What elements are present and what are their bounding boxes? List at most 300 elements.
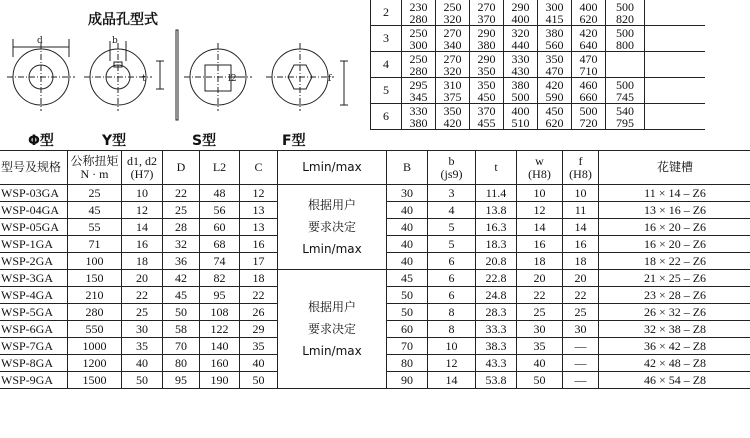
upper-value-bottom: 380 bbox=[477, 37, 496, 52]
table-cell: 30 bbox=[517, 321, 563, 338]
col-lminmax: Lmin/max bbox=[278, 151, 387, 185]
upper-value-pair bbox=[572, 78, 606, 104]
table-cell: 150 bbox=[68, 270, 122, 287]
shape-label-phi: Φ型 bbox=[28, 133, 54, 149]
table-cell: 32 bbox=[163, 236, 200, 253]
table-cell: 20.8 bbox=[476, 253, 517, 270]
table-cell: 74 bbox=[200, 253, 240, 270]
table-cell: 122 bbox=[200, 321, 240, 338]
table-cell: 43.3 bbox=[476, 355, 517, 372]
table-cell: 40 bbox=[387, 219, 428, 236]
upper-value-bottom: 455 bbox=[477, 115, 496, 130]
upper-value-top: 270 bbox=[443, 25, 462, 40]
table-cell: 26 × 32 – Z6 bbox=[599, 304, 750, 321]
table-cell: 10 bbox=[517, 185, 563, 202]
col-B: B bbox=[387, 151, 428, 185]
upper-value-bottom: 370 bbox=[477, 11, 496, 26]
upper-value-top: 370 bbox=[477, 103, 496, 118]
upper-blank-cell bbox=[645, 0, 706, 26]
upper-value-top: 330 bbox=[409, 103, 428, 118]
dim-f: f bbox=[328, 74, 332, 84]
table-cell: 42 bbox=[163, 270, 200, 287]
row-model: WSP-7GA bbox=[0, 338, 68, 355]
upper-value-bottom: 820 bbox=[616, 11, 634, 26]
row-model: WSP-03GA bbox=[0, 185, 68, 202]
table-cell: 70 bbox=[387, 338, 428, 355]
lminmax-note-line: 根据用户 bbox=[307, 198, 356, 212]
dim-d: d bbox=[37, 36, 43, 46]
upper-blank-cell bbox=[645, 52, 706, 78]
table-cell: 13 × 16 – Z6 bbox=[599, 202, 750, 219]
upper-value-pair bbox=[470, 26, 504, 52]
upper-table-row bbox=[371, 104, 706, 130]
table-cell: 45 bbox=[68, 202, 122, 219]
col-D: D bbox=[163, 151, 200, 185]
upper-value-pair bbox=[402, 78, 436, 104]
upper-value-bottom: 320 bbox=[443, 63, 462, 78]
upper-value-pair bbox=[572, 104, 606, 130]
table-cell: 10 bbox=[122, 185, 163, 202]
dim-b: b bbox=[112, 36, 118, 46]
upper-blank-cell bbox=[645, 78, 706, 104]
table-row bbox=[0, 270, 750, 287]
upper-row-number: 4 bbox=[371, 52, 402, 78]
upper-row-number: 5 bbox=[371, 78, 402, 104]
upper-value-top: 300 bbox=[545, 0, 564, 14]
upper-value-pair bbox=[436, 52, 470, 78]
table-cell: 18.3 bbox=[476, 236, 517, 253]
table-cell: 18 bbox=[563, 253, 599, 270]
upper-value-pair bbox=[538, 104, 572, 130]
table-cell: 8 bbox=[428, 321, 476, 338]
table-cell: 90 bbox=[387, 372, 428, 389]
table-cell: 25 bbox=[163, 202, 200, 219]
table-cell: 29 bbox=[240, 321, 278, 338]
lminmax-note-line: 根据用户 bbox=[307, 300, 356, 314]
table-cell: 280 bbox=[68, 304, 122, 321]
lminmax-note-line: Lmin/max bbox=[302, 344, 362, 358]
col-b-label: b bbox=[448, 153, 455, 168]
table-cell: 18 bbox=[517, 253, 563, 270]
table-cell: 25 bbox=[122, 304, 163, 321]
upper-value-top: 290 bbox=[477, 51, 496, 66]
upper-value-bottom: 440 bbox=[511, 37, 530, 52]
upper-value-pair bbox=[572, 26, 606, 52]
col-model: 型号及规格 bbox=[0, 151, 68, 185]
table-cell: 40 bbox=[387, 236, 428, 253]
col-w-tol: (H8) bbox=[528, 166, 551, 181]
upper-value-bottom: 280 bbox=[409, 63, 428, 78]
upper-value-top: 380 bbox=[545, 25, 564, 40]
row-model: WSP-1GA bbox=[0, 236, 68, 253]
row-model: WSP-04GA bbox=[0, 202, 68, 219]
table-cell: 108 bbox=[200, 304, 240, 321]
table-cell: 14 bbox=[563, 219, 599, 236]
table-cell: 18 bbox=[122, 253, 163, 270]
upper-value-bottom: 590 bbox=[545, 89, 564, 104]
upper-value-pair bbox=[606, 52, 645, 78]
upper-value-top: 270 bbox=[443, 51, 462, 66]
col-f-tol: (H8) bbox=[569, 166, 592, 181]
upper-value-bottom: 620 bbox=[579, 11, 598, 26]
table-cell: 40 bbox=[517, 355, 563, 372]
upper-value-bottom: 500 bbox=[511, 89, 530, 104]
table-cell: 40 bbox=[240, 355, 278, 372]
upper-value-bottom: 510 bbox=[511, 115, 530, 130]
table-cell: — bbox=[563, 372, 599, 389]
col-f bbox=[563, 151, 599, 185]
table-cell: 25 bbox=[563, 304, 599, 321]
upper-value-bottom: 660 bbox=[579, 89, 598, 104]
table-cell: 16 × 20 – Z6 bbox=[599, 219, 750, 236]
dim-l2: l2 bbox=[228, 74, 237, 84]
upper-value-top: 250 bbox=[443, 0, 462, 14]
square-bore-diagram bbox=[176, 30, 252, 120]
row-model: WSP-5GA bbox=[0, 304, 68, 321]
table-cell: 6 bbox=[428, 253, 476, 270]
table-cell: 8 bbox=[428, 304, 476, 321]
upper-row-number: 6 bbox=[371, 104, 402, 130]
upper-value-pair bbox=[606, 78, 645, 104]
table-cell: 33.3 bbox=[476, 321, 517, 338]
col-w bbox=[517, 151, 563, 185]
table-cell: 23 × 28 – Z6 bbox=[599, 287, 750, 304]
table-cell: 42 × 48 – Z8 bbox=[599, 355, 750, 372]
table-cell: 60 bbox=[387, 321, 428, 338]
table-cell: 36 bbox=[163, 253, 200, 270]
shape-label-y: Y型 bbox=[102, 133, 127, 149]
table-cell: 55 bbox=[68, 219, 122, 236]
upper-value-pair bbox=[504, 0, 538, 26]
upper-value-pair bbox=[470, 78, 504, 104]
upper-value-bottom: 420 bbox=[443, 115, 462, 130]
table-cell: 12 bbox=[240, 185, 278, 202]
table-cell: 20 bbox=[122, 270, 163, 287]
table-cell: 18 × 22 – Z6 bbox=[599, 253, 750, 270]
table-cell: 11.4 bbox=[476, 185, 517, 202]
upper-value-bottom: 350 bbox=[477, 63, 496, 78]
upper-value-top: 470 bbox=[579, 51, 598, 66]
specification-table bbox=[0, 150, 750, 389]
table-cell: 100 bbox=[68, 253, 122, 270]
table-cell: 36 × 42 – Z8 bbox=[599, 338, 750, 355]
row-model: WSP-05GA bbox=[0, 219, 68, 236]
upper-value-pair bbox=[436, 0, 470, 26]
table-cell: — bbox=[563, 355, 599, 372]
lminmax-note-line: Lmin/max bbox=[302, 242, 362, 256]
table-cell: 16.3 bbox=[476, 219, 517, 236]
upper-value-pair bbox=[606, 0, 645, 26]
row-model: WSP-6GA bbox=[0, 321, 68, 338]
table-cell: 48 bbox=[200, 185, 240, 202]
table-cell: 13.8 bbox=[476, 202, 517, 219]
upper-blank-cell bbox=[645, 26, 706, 52]
upper-value-top: 320 bbox=[511, 25, 530, 40]
upper-value-top: 500 bbox=[616, 0, 634, 14]
upper-value-top: 350 bbox=[477, 77, 496, 92]
upper-value-top: 330 bbox=[511, 51, 530, 66]
table-cell: 40 bbox=[387, 202, 428, 219]
col-d12 bbox=[122, 151, 163, 185]
upper-value-top: 310 bbox=[443, 77, 462, 92]
upper-value-pair bbox=[504, 78, 538, 104]
table-cell: 80 bbox=[163, 355, 200, 372]
col-spline: 花键槽 bbox=[599, 151, 750, 185]
upper-value-bottom: 380 bbox=[409, 115, 428, 130]
upper-value-top: 295 bbox=[409, 77, 428, 92]
upper-value-top: 290 bbox=[511, 0, 530, 14]
col-t: t bbox=[476, 151, 517, 185]
diagram-title: 成品孔型式 bbox=[88, 12, 158, 28]
table-cell: 71 bbox=[68, 236, 122, 253]
table-cell: 4 bbox=[428, 202, 476, 219]
upper-value-pair bbox=[470, 0, 504, 26]
lminmax-note bbox=[278, 270, 387, 389]
upper-value-bottom: 560 bbox=[545, 37, 564, 52]
upper-value-top: 250 bbox=[409, 51, 428, 66]
upper-value-pair bbox=[504, 104, 538, 130]
table-cell: 50 bbox=[517, 372, 563, 389]
dim-t: t bbox=[142, 74, 146, 84]
table-cell: 10 bbox=[563, 185, 599, 202]
table-cell: 18 bbox=[240, 270, 278, 287]
row-model: WSP-8GA bbox=[0, 355, 68, 372]
upper-value-pair bbox=[572, 0, 606, 26]
table-cell: 22 bbox=[240, 287, 278, 304]
upper-value-pair bbox=[504, 52, 538, 78]
hex-bore-diagram bbox=[266, 43, 348, 111]
table-cell: 26 bbox=[240, 304, 278, 321]
table-cell: 95 bbox=[200, 287, 240, 304]
table-cell: 30 bbox=[122, 321, 163, 338]
lminmax-note bbox=[278, 185, 387, 270]
table-cell: 1000 bbox=[68, 338, 122, 355]
upper-value-bottom: 795 bbox=[616, 115, 634, 130]
col-torque-unit: N · m bbox=[80, 166, 109, 181]
table-cell: 28.3 bbox=[476, 304, 517, 321]
table-cell: 70 bbox=[163, 338, 200, 355]
table-cell: 30 bbox=[563, 321, 599, 338]
upper-value-pair bbox=[402, 104, 436, 130]
upper-value-top: 350 bbox=[545, 51, 564, 66]
col-f-label: f bbox=[578, 153, 583, 168]
upper-value-top: 230 bbox=[409, 0, 428, 14]
table-cell: 22 bbox=[517, 287, 563, 304]
table-cell: 12 bbox=[428, 355, 476, 372]
table-cell: 12 bbox=[517, 202, 563, 219]
table-cell: 25 bbox=[68, 185, 122, 202]
table-cell: 30 bbox=[387, 185, 428, 202]
table-cell: 22 bbox=[163, 185, 200, 202]
table-cell: 22.8 bbox=[476, 270, 517, 287]
table-cell: 95 bbox=[163, 372, 200, 389]
shape-label-f: F型 bbox=[282, 133, 306, 149]
table-row bbox=[0, 185, 750, 202]
upper-value-pair bbox=[402, 0, 436, 26]
upper-value-pair bbox=[538, 26, 572, 52]
upper-value-top: 400 bbox=[579, 0, 598, 14]
upper-value-bottom: 400 bbox=[511, 11, 530, 26]
table-cell: 80 bbox=[387, 355, 428, 372]
col-d12-label: d1, d2 bbox=[127, 153, 157, 168]
table-cell: 12 bbox=[122, 202, 163, 219]
table-cell: 40 bbox=[122, 355, 163, 372]
table-cell: 20 bbox=[563, 270, 599, 287]
header-row bbox=[0, 151, 750, 185]
table-cell: 21 × 25 – Z6 bbox=[599, 270, 750, 287]
table-cell: 24.8 bbox=[476, 287, 517, 304]
upper-value-pair bbox=[402, 26, 436, 52]
table-cell: 14 bbox=[428, 372, 476, 389]
table-cell: 50 bbox=[122, 372, 163, 389]
upper-value-top: 400 bbox=[511, 103, 530, 118]
table-cell: 11 bbox=[563, 202, 599, 219]
table-cell: 5 bbox=[428, 236, 476, 253]
upper-value-top: 420 bbox=[579, 25, 598, 40]
table-cell: 13 bbox=[240, 202, 278, 219]
upper-value-top: 500 bbox=[616, 77, 634, 92]
upper-value-bottom: 340 bbox=[443, 37, 462, 52]
table-cell: 22 bbox=[563, 287, 599, 304]
upper-value-pair bbox=[572, 52, 606, 78]
upper-value-bottom: 800 bbox=[616, 37, 634, 52]
table-cell: 11 × 14 – Z6 bbox=[599, 185, 750, 202]
upper-value-pair bbox=[504, 26, 538, 52]
upper-table-row bbox=[371, 52, 706, 78]
upper-value-top: 500 bbox=[616, 25, 634, 40]
table-cell: 82 bbox=[200, 270, 240, 287]
table-cell: 53.8 bbox=[476, 372, 517, 389]
upper-value-pair bbox=[538, 52, 572, 78]
table-cell: 1200 bbox=[68, 355, 122, 372]
table-cell: 5 bbox=[428, 219, 476, 236]
table-cell: 50 bbox=[240, 372, 278, 389]
upper-value-bottom: 430 bbox=[511, 63, 530, 78]
col-b bbox=[428, 151, 476, 185]
table-cell: 25 bbox=[517, 304, 563, 321]
table-cell: 28 bbox=[163, 219, 200, 236]
table-cell: 13 bbox=[240, 219, 278, 236]
table-cell: 16 bbox=[517, 236, 563, 253]
bore-type-diagrams bbox=[0, 25, 370, 130]
col-torque-label: 公称扭矩 bbox=[70, 153, 119, 168]
table-cell: 17 bbox=[240, 253, 278, 270]
table-cell: 16 × 20 – Z6 bbox=[599, 236, 750, 253]
upper-value-pair bbox=[606, 26, 645, 52]
upper-dimension-table bbox=[370, 0, 705, 130]
upper-value-bottom: 415 bbox=[545, 11, 564, 26]
table-cell: 550 bbox=[68, 321, 122, 338]
upper-table-row bbox=[371, 26, 706, 52]
col-b-tol: (js9) bbox=[440, 166, 463, 181]
table-cell: 56 bbox=[200, 202, 240, 219]
table-cell: 6 bbox=[428, 287, 476, 304]
table-cell: 45 bbox=[163, 287, 200, 304]
upper-value-top: 250 bbox=[409, 25, 428, 40]
table-cell: 16 bbox=[240, 236, 278, 253]
table-cell: 22 bbox=[122, 287, 163, 304]
upper-value-pair bbox=[470, 104, 504, 130]
upper-value-bottom: 300 bbox=[409, 37, 428, 52]
upper-value-top: 420 bbox=[545, 77, 564, 92]
upper-value-top: 450 bbox=[545, 103, 564, 118]
upper-value-top: 270 bbox=[477, 0, 496, 14]
upper-value-bottom: 640 bbox=[579, 37, 598, 52]
row-model: WSP-2GA bbox=[0, 253, 68, 270]
upper-value-pair bbox=[436, 78, 470, 104]
table-cell: 16 bbox=[563, 236, 599, 253]
table-cell: 210 bbox=[68, 287, 122, 304]
table-cell: 45 bbox=[387, 270, 428, 287]
upper-blank-cell bbox=[645, 104, 706, 130]
keyway-bore-diagram bbox=[84, 41, 164, 111]
upper-row-number: 2 bbox=[371, 0, 402, 26]
upper-value-pair bbox=[470, 52, 504, 78]
table-cell: 14 bbox=[517, 219, 563, 236]
upper-value-top: 350 bbox=[443, 103, 462, 118]
row-model: WSP-4GA bbox=[0, 287, 68, 304]
upper-value-top: 290 bbox=[477, 25, 496, 40]
table-cell: 35 bbox=[240, 338, 278, 355]
table-cell: 40 bbox=[387, 253, 428, 270]
upper-value-top: 460 bbox=[579, 77, 598, 92]
lminmax-note-line: 要求决定 bbox=[307, 322, 356, 336]
shape-label-s: S型 bbox=[192, 133, 217, 149]
round-bore-diagram bbox=[7, 39, 75, 111]
table-cell: 10 bbox=[428, 338, 476, 355]
upper-value-top: 380 bbox=[511, 77, 530, 92]
upper-value-pair bbox=[606, 104, 645, 130]
table-cell: 190 bbox=[200, 372, 240, 389]
upper-value-pair bbox=[538, 0, 572, 26]
upper-value-bottom: 720 bbox=[579, 115, 598, 130]
upper-value-pair bbox=[402, 52, 436, 78]
table-cell: 50 bbox=[387, 287, 428, 304]
table-cell: 38.3 bbox=[476, 338, 517, 355]
table-cell: 58 bbox=[163, 321, 200, 338]
table-cell: 50 bbox=[163, 304, 200, 321]
table-cell: 140 bbox=[200, 338, 240, 355]
col-torque bbox=[68, 151, 122, 185]
upper-value-bottom: 280 bbox=[409, 11, 428, 26]
upper-value-bottom: 320 bbox=[443, 11, 462, 26]
table-cell: 14 bbox=[122, 219, 163, 236]
table-cell: 32 × 38 – Z8 bbox=[599, 321, 750, 338]
lminmax-note-line: 要求决定 bbox=[307, 220, 356, 234]
upper-value-bottom: 450 bbox=[477, 89, 496, 104]
upper-value-bottom: 745 bbox=[616, 89, 634, 104]
upper-table-row bbox=[371, 78, 706, 104]
col-L2: L2 bbox=[200, 151, 240, 185]
table-cell: 46 × 54 – Z8 bbox=[599, 372, 750, 389]
upper-value-top: 500 bbox=[579, 103, 598, 118]
table-cell: 160 bbox=[200, 355, 240, 372]
table-cell: 3 bbox=[428, 185, 476, 202]
upper-value-pair bbox=[436, 104, 470, 130]
upper-value-bottom: 710 bbox=[579, 63, 598, 78]
table-cell: — bbox=[563, 338, 599, 355]
col-d12-tol: (H7) bbox=[130, 166, 154, 181]
upper-value-pair bbox=[436, 26, 470, 52]
row-model: WSP-3GA bbox=[0, 270, 68, 287]
upper-row-number: 3 bbox=[371, 26, 402, 52]
upper-value-bottom: 620 bbox=[545, 115, 564, 130]
table-cell: 50 bbox=[387, 304, 428, 321]
col-w-label: w bbox=[535, 153, 544, 168]
table-cell: 1500 bbox=[68, 372, 122, 389]
table-cell: 68 bbox=[200, 236, 240, 253]
table-cell: 35 bbox=[517, 338, 563, 355]
